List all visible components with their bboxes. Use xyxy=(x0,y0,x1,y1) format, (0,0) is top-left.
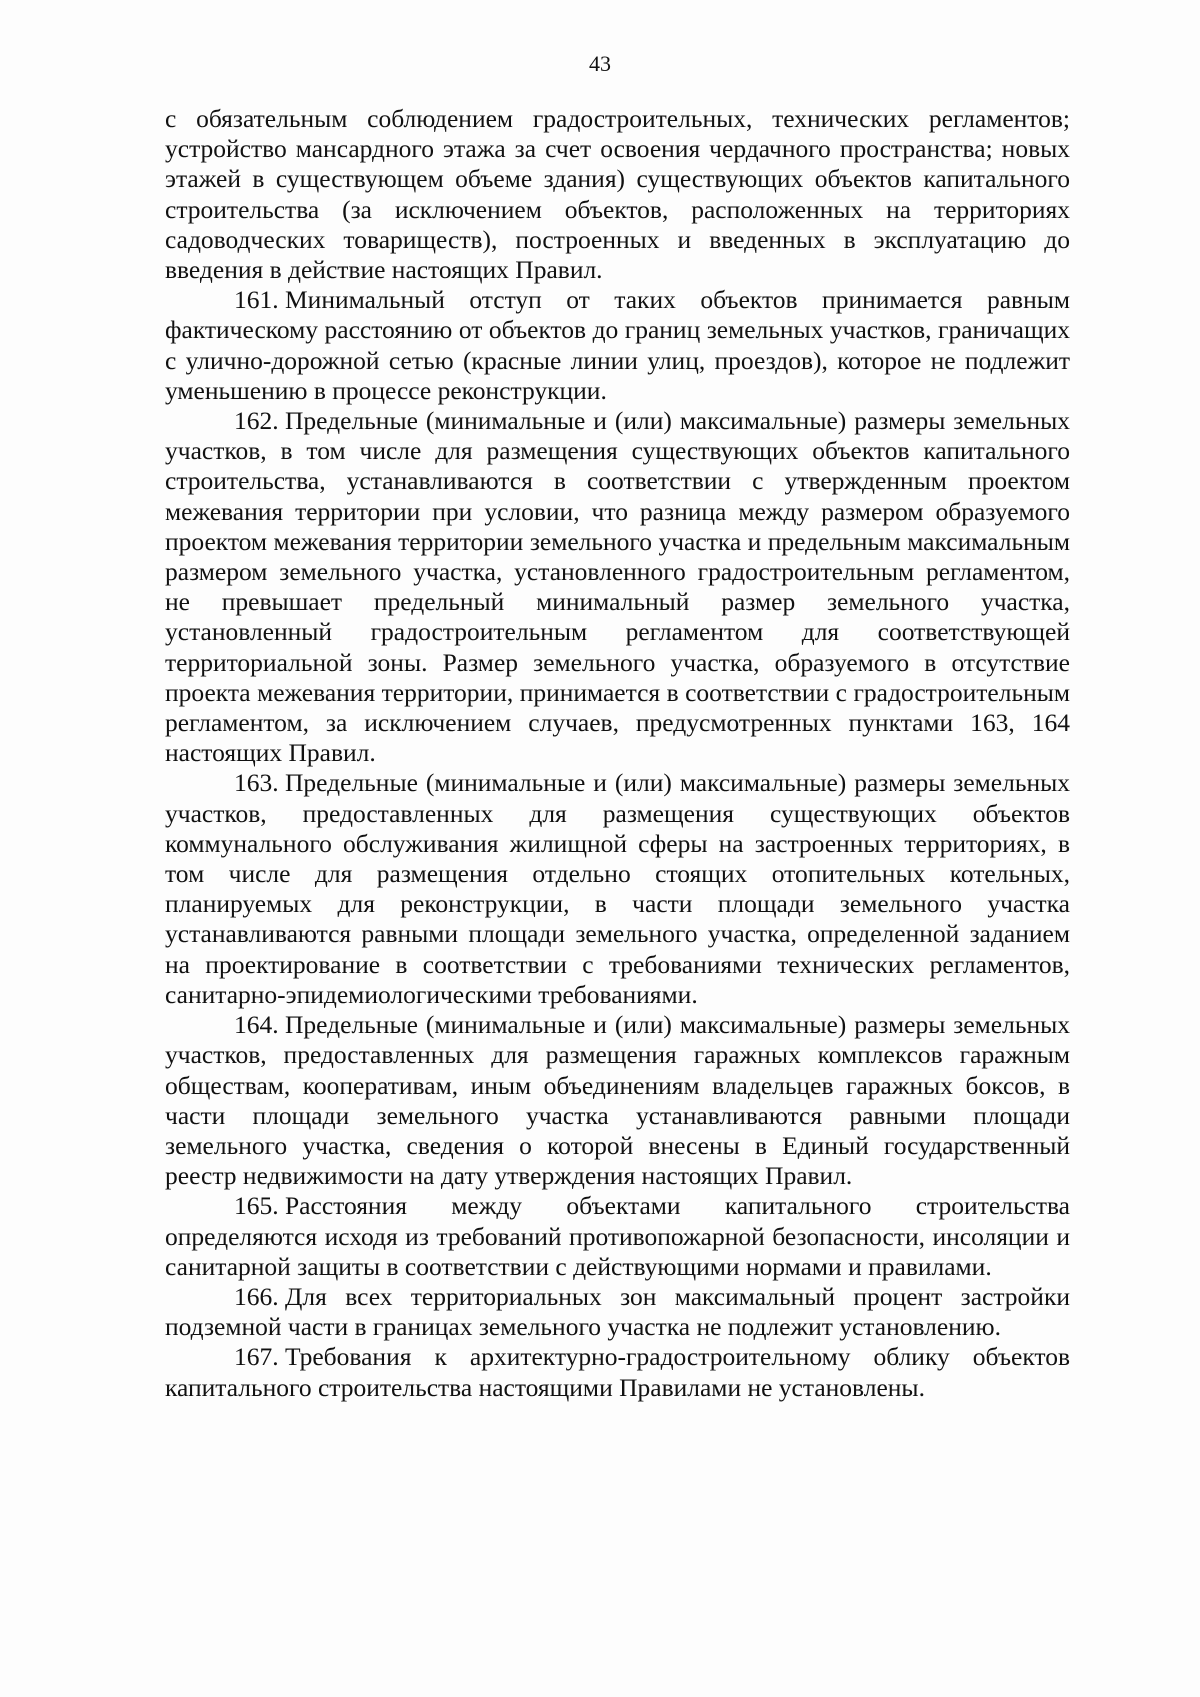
paragraph-text: Предельные (минимальные и (или) максимальные) размеры земельных участков, предоставленных для размещения существующих объектов коммунального обслуживания жилищной сферы на застроенных территориях, в том числе для размещения отдельно стоящих отопительных котельных, планируемых для реконструкции, в части площади земельного участка устанавливаются равными площади земельного участка, определенной заданием на проектирование в соответствии с требованиями технических регламентов, санитарно-эпидемиологическими требованиями. xyxy=(165,768,1070,1009)
paragraph-number: 163. xyxy=(234,768,279,798)
paragraph-165 xyxy=(165,1191,1070,1282)
paragraph-text: Минимальный отступ от таких объектов принимается равным фактическому расстоянию от объектов до границ земельных участков, граничащих с улично-дорожной сетью (красные линии улиц, проездов), которое не подлежит уменьшению в процессе реконструкции. xyxy=(165,285,1070,405)
paragraph-number: 166. xyxy=(234,1281,279,1311)
paragraph-text: Для всех территориальных зон максимальный процент застройки подземной части в границах земельного участка не подлежит установлению. xyxy=(165,1281,1070,1342)
paragraph-text: с обязательным соблюдением градостроительных, технических регламентов; устройство мансардного этажа за счет освоения чердачного пространства; новых этажей в существующем объеме здания) существующих объектов капитального строительства (за исключением объектов, расположенных на территориях садоводческих товариществ), построенных и введенных в эксплуатацию до введения в действие настоящих Правил. xyxy=(165,104,1070,285)
paragraph-number: 162. xyxy=(234,406,279,436)
paragraph-text: Расстояния между объектами капитального строительства определяются исходя из требований противопожарной безопасности, инсоляции и санитарной защиты в соответствии с действующими нормами и правилами. xyxy=(165,1191,1070,1281)
paragraph-161 xyxy=(165,285,1070,406)
paragraph-text: Предельные (минимальные и (или) максимальные) размеры земельных участков, предоставленных для размещения гаражных комплексов гаражным обществам, кооперативам, иным объединениям владельцев гаражных боксов, в части площади земельного участка устанавливаются равными площади земельного участка, сведения о которой внесены в Единый государственный реестр недвижимости на дату утверждения настоящих Правил. xyxy=(165,1010,1070,1191)
page-number: 43 xyxy=(589,51,611,76)
paragraph-continuation xyxy=(165,104,1070,285)
paragraph-number: 165. xyxy=(234,1191,279,1221)
document-body xyxy=(165,104,1070,1403)
paragraph-167 xyxy=(165,1342,1070,1402)
paragraph-number: 167. xyxy=(234,1342,279,1372)
paragraph-text: Предельные (минимальные и (или) максимальные) размеры земельных участков, в том числе для размещения существующих объектов капитального строительства, устанавливаются в соответствии с утвержденным проектом межевания территории при условии, что разница между размером образуемого проектом межевания территории земельного участка и предельным максимальным размером земельного участка, установленного градостроительным регламентом, не превышает предельный минимальный размер земельного участка, установленный градостроительным регламентом для соответствующей территориальной зоны. Размер земельного участка, образуемого в отсутствие проекта межевания территории, принимается в соответствии с градостроительным регламентом, за исключением случаев, предусмотренных пунктами 163, 164 настоящих Правил. xyxy=(165,406,1070,768)
paragraph-text: Требования к архитектурно-градостроительному облику объектов капитального строительства настоящими Правилами не установлены. xyxy=(165,1342,1070,1402)
paragraph-166 xyxy=(165,1282,1070,1342)
paragraph-163 xyxy=(165,768,1070,1010)
paragraph-162 xyxy=(165,406,1070,768)
paragraph-164 xyxy=(165,1010,1070,1191)
paragraph-number: 164. xyxy=(234,1010,279,1040)
paragraph-number: 161. xyxy=(234,285,279,315)
